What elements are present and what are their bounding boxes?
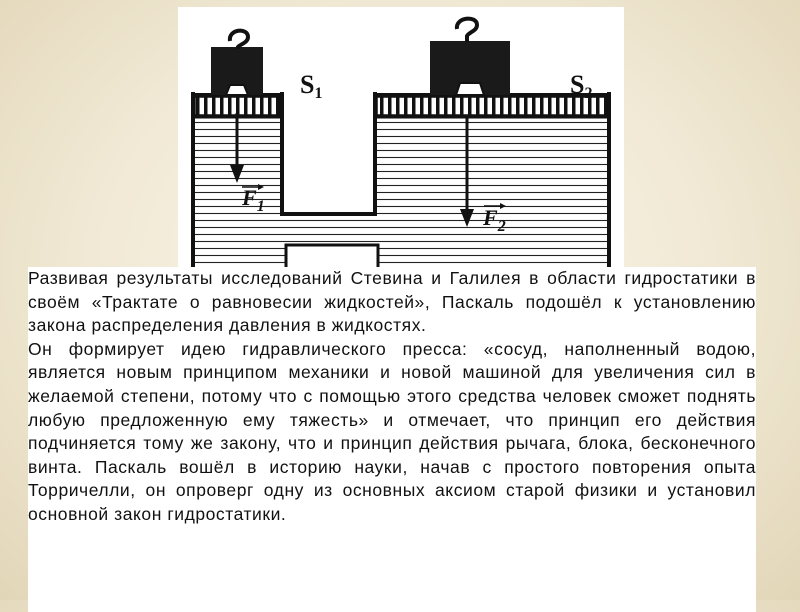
label-f2: $F_2$ (483, 205, 506, 235)
label-s2: S2 (570, 70, 593, 102)
paragraph-1: Развивая результаты исследований Стевина и Галилея в области гидростатики в своём «Трактате о равновесии жидкостей», Паскаль подошёл к установлению закона распределения давления в жидкостях. (28, 268, 756, 336)
hook-left (230, 31, 248, 49)
weight-left-base (226, 85, 248, 95)
label-f1: $F_1$ (242, 185, 265, 215)
label-s1: S1 (300, 70, 323, 102)
weight-right-base (456, 83, 484, 95)
paragraph-2: Он формирует идею гидравлического пресса: «сосуд, наполненный водою, является новым принципом механики и новой машиной для увеличения сил в желаемой степени, потому что с помощью этого средства человек сможет поднять любую предложенную ему тяжесть» и отмечает, что принцип его действия подчиняется тому же закону, что и принцип действия рычага, блока, бесконечного винта. Паскаль вошёл в историю науки, начав с простого повторения опыта Торричелли, он опроверг одну из основных аксиом старой физики и установил основной закон гидростатики. (28, 338, 756, 524)
vessel-inner-wall (282, 92, 375, 214)
hydraulic-press-diagram (178, 7, 624, 289)
hook-right (457, 19, 477, 42)
body-text (28, 267, 756, 612)
hydraulic-press-figure (178, 7, 624, 289)
piston-right-grill (377, 97, 607, 115)
piston-left-grill (195, 97, 280, 115)
water-right (377, 117, 607, 277)
